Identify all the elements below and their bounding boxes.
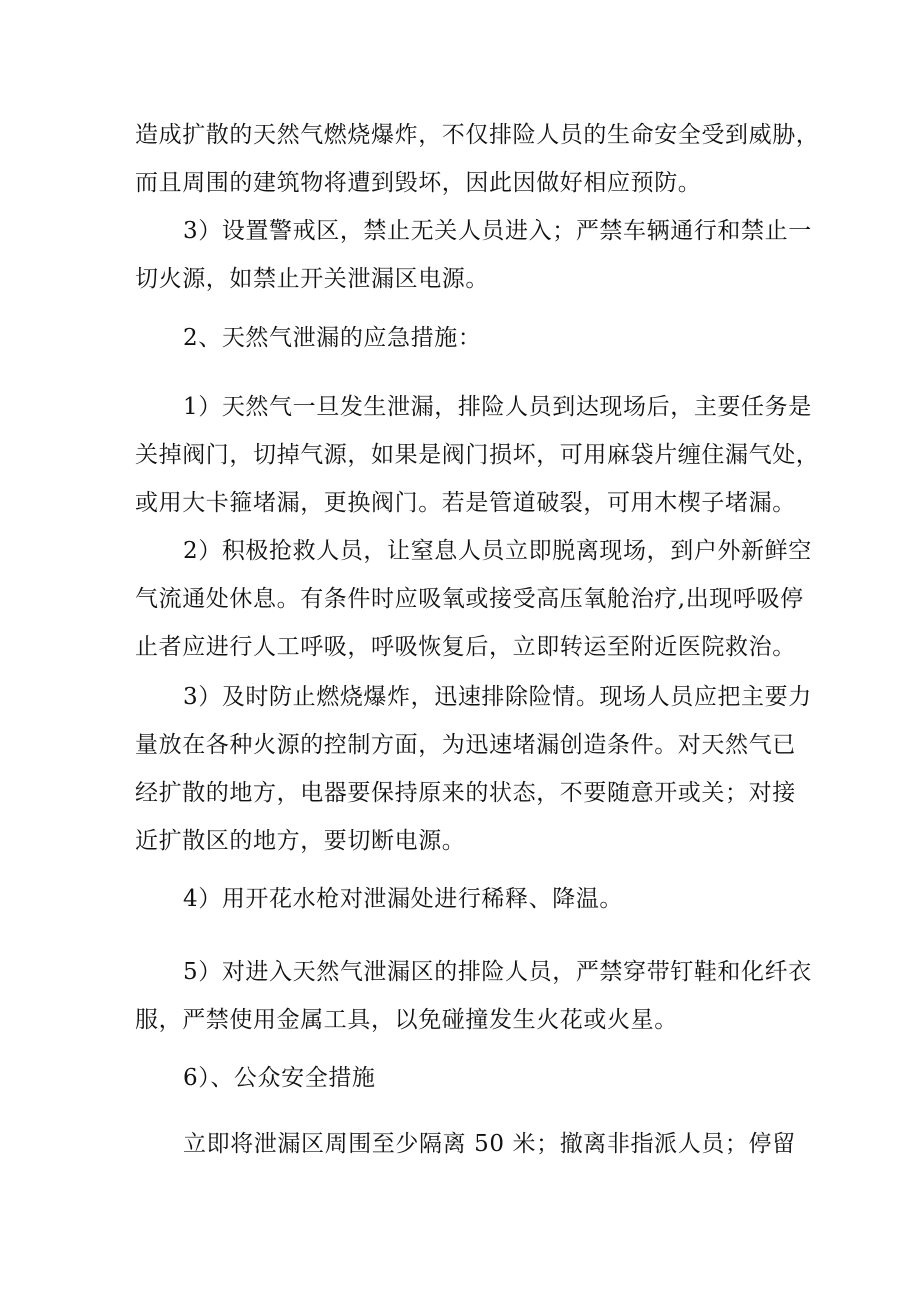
text-line: 关掉阀门，切掉气源，如果是阀门损坏，可用麻袋片缠住漏气处，: [135, 442, 820, 468]
text-line: 服，严禁使用金属工具，以免碰撞发生火花或火星。: [135, 1007, 678, 1033]
text-line: 而且周围的建筑物将遭到毁坏，因此因做好相应预防。: [135, 170, 702, 196]
text-line: 止者应进行人工呼吸，呼吸恢复后，立即转运至附近医院救治。: [135, 634, 796, 660]
text-line: 立即将泄漏区周围至少隔离 50 米；撤离非指派人员；停留: [183, 1131, 796, 1157]
text-line: 量放在各种火源的控制方面，为迅速堵漏创造条件。对天然气已: [135, 732, 796, 758]
section-heading: 6）、公众安全措施: [183, 1065, 376, 1091]
text-line: 3）设置警戒区，禁止无关人员进入；严禁车辆通行和禁止一: [183, 218, 812, 244]
text-line: 切火源，如禁止开关泄漏区电源。: [135, 266, 489, 292]
text-line: 5）对进入天然气泄漏区的排险人员，严禁穿带钉鞋和化纤衣: [183, 959, 812, 985]
text-line: 或用大卡箍堵漏，更换阀门。若是管道破裂，可用木楔子堵漏。: [135, 490, 796, 516]
section-heading: 2、天然气泄漏的应急措施：: [183, 325, 482, 351]
text-line: 造成扩散的天然气燃烧爆炸，不仅排险人员的生命安全受到威胁，: [135, 122, 820, 148]
text-line: 2）积极抢救人员，让窒息人员立即脱离现场，到户外新鲜空: [183, 538, 812, 564]
text-line: 经扩散的地方，电器要保持原来的状态，不要随意开或关；对接: [135, 780, 796, 806]
text-line: 1）天然气一旦发生泄漏，排险人员到达现场后，主要任务是: [183, 394, 812, 420]
text-line: 气流通处休息。有条件时应吸氧或接受高压氧舱治疗,出现呼吸停: [135, 586, 804, 612]
text-line: 近扩散区的地方，要切断电源。: [135, 828, 466, 854]
text-line: 4）用开花水枪对泄漏处进行稀释、降温。: [183, 886, 624, 912]
text-line: 3）及时防止燃烧爆炸，迅速排除险情。现场人员应把主要力: [183, 684, 812, 710]
